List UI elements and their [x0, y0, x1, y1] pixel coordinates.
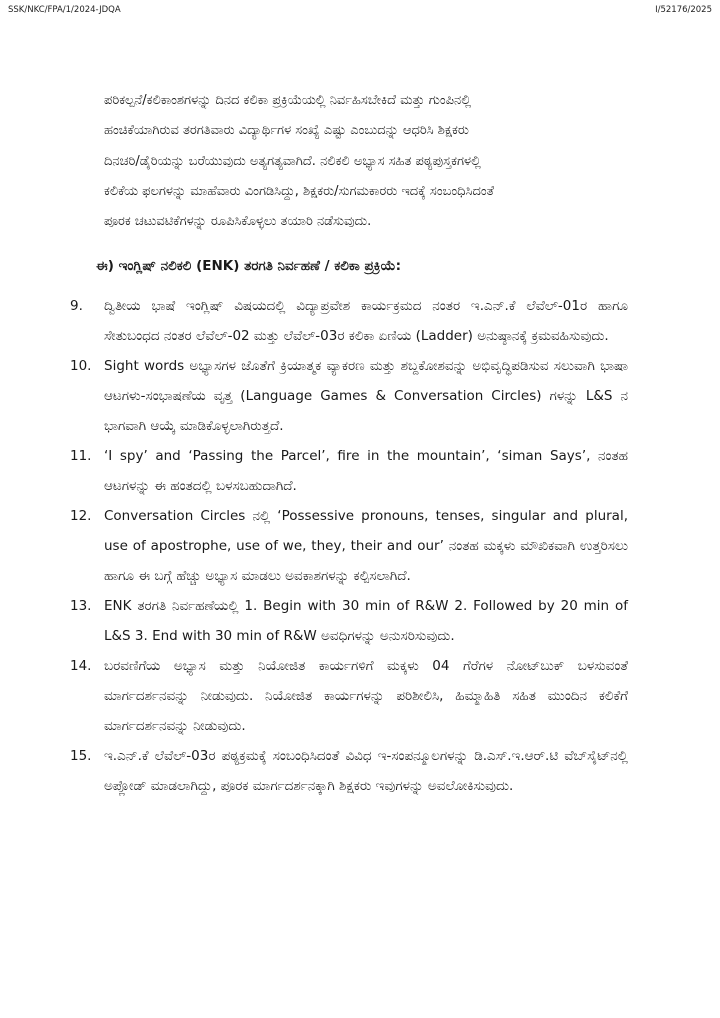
item-number: 13.: [70, 598, 92, 615]
item-text: Sight words ಅಭ್ಯಾಸಗಳ ಜೊತೆಗೆ ಕ್ರಿಯಾತ್ಮಕ ವ್ಯಾಕರಣ ಮತ್ತು ಶಬ್ದಕೋಶವನ್ನು ಅಭಿವೃದ್ಧಿಪಡಿಸುವ ಸಲುವಾಗಿ ಭಾಷಾ ಆಟಗಳು-ಸಂಭಾಷಣೆಯ ವೃತ್ತ (Language Games & Conversation Circles) ಗಳನ್ನು L&S ನ ಭಾಗವಾಗಿ ಆಯ್ಕೆ ಮಾಡಿಕೊಳ್ಳಲಾಗಿರುತ್ತದೆ.: [104, 358, 629, 435]
item-text: ದ್ವಿತೀಯ ಭಾಷೆ ಇಂಗ್ಲಿಷ್ ವಿಷಯದಲ್ಲಿ ವಿದ್ಯಾಪ್ರವೇಶ ಕಾರ್ಯಕ್ರಮದ ನಂತರ ಇ.ಎನ್.ಕೆ ಲೆವೆಲ್-01ರ ಹಾಗೂ ಸೇತುಬಂಧದ ನಂತರ ಲೆವೆಲ್-02 ಮತ್ತು ಲೆವೆಲ್-03ರ ಕಲಿಕಾ ಏಣಿಯ (Ladder) ಅನುಷ್ಠಾನಕ್ಕೆ ಕ್ರಮವಹಿಸುವುದು.: [104, 298, 628, 345]
list-item: [70, 441, 628, 501]
item-number: 12.: [70, 508, 92, 525]
document-reference: SSK/NKC/FPA/1/2024-JDQA: [8, 5, 121, 15]
intro-line: ಕಲಿಕೆಯ ಫಲಗಳನ್ನು ಮಾಹೆವಾರು ವಿಂಗಡಿಸಿದ್ದು, ಶಿಕ್ಷಕರು/ಸುಗಮಕಾರರು ಇದಕ್ಕೆ ಸಂಬಂಧಿಸಿದಂತೆ: [104, 183, 495, 199]
numbered-list: [70, 291, 629, 801]
intro-line: ದಿನಚರಿ/ಡೈರಿಯನ್ನು ಬರೆಯುವುದು ಅತ್ಯಗತ್ಯವಾಗಿದೆ. ನಲಿಕಲಿ ಅಭ್ಯಾಸ ಸಹಿತ ಪಠ್ಯಪುಸ್ತಕಗಳಲ್ಲಿ: [104, 153, 481, 169]
list-item: [70, 351, 629, 441]
section-heading: ಈ) ಇಂಗ್ಲಿಷ್ ನಲಿಕಲಿ (ENK) ತರಗತಿ ನಿರ್ವಹಣೆ / ಕಲಿಕಾ ಪ್ರಕ್ರಿಯೆ:: [96, 258, 401, 275]
intro-paragraph: [104, 86, 628, 237]
item-number: 15.: [70, 748, 92, 765]
item-text: ಇ.ಎನ್.ಕೆ ಲೆವೆಲ್-03ರ ಪಠ್ಯಕ್ರಮಕ್ಕೆ ಸಂಬಂಧಿಸಿದಂತೆ ವಿವಿಧ ಇ-ಸಂಪನ್ಮೂಲಗಳನ್ನು ಡಿ.ಎಸ್.ಇ.ಆರ್.ಟಿ ವೆಬ್‌ಸೈಟ್‌ನಲ್ಲಿ ಅಪ್ಲೋಡ್ ಮಾಡಲಾಗಿದ್ದು, ಪೂರಕ ಮಾರ್ಗದರ್ಶನಕ್ಕಾಗಿ ಶಿಕ್ಷಕರು ಇವುಗಳನ್ನು ಅವಲೋಕಿಸುವುದು.: [104, 748, 628, 795]
intro-line: ಪೂರಕ ಚಟುವಟಿಕೆಗಳನ್ನು ರೂಪಿಸಿಕೊಳ್ಳಲು ತಯಾರಿ ನಡೆಸುವುದು.: [104, 214, 372, 230]
list-item: [70, 651, 628, 741]
item-text: ‘I spy’ and ‘Passing the Parcel’, fire in the mountain’, ‘siman Says’, ನಂತಹ ಆಟಗಳನ್ನು ಈ ಹಂತದಲ್ಲಿ ಬಳಸಬಹುದಾಗಿದೆ.: [104, 448, 628, 495]
list-item: [70, 501, 628, 591]
item-text: ಬರವಣಿಗೆಯ ಅಭ್ಯಾಸ ಮತ್ತು ನಿಯೋಜಿತ ಕಾರ್ಯಗಳಿಗೆ ಮಕ್ಕಳು 04 ಗೆರೆಗಳ ನೋಟ್‌ಬುಕ್ ಬಳಸುವಂತೆ ಮಾರ್ಗದರ್ಶನವನ್ನು ನೀಡುವುದು. ನಿಯೋಜಿತ ಕಾರ್ಯಗಳನ್ನು ಪರಿಶೀಲಿಸಿ, ಹಿಮ್ಮಾಹಿತಿ ಸಹಿತ ಮುಂದಿನ ಕಲಿಕೆಗೆ ಮಾರ್ಗದರ್ಶನವನ್ನು ನೀಡುವುದು.: [104, 658, 628, 735]
item-text: ENK ತರಗತಿ ನಿರ್ವಹಣೆಯಲ್ಲಿ 1. Begin with 30 min of R&W 2. Followed by 20 min of L&S 3. End with 30 min of R&W ಅವಧಿಗಳನ್ನು ಅನುಸರಿಸುವುದು.: [104, 598, 628, 645]
item-number: 11.: [70, 448, 92, 465]
item-number: 14.: [70, 658, 92, 675]
list-item: [70, 741, 628, 801]
intro-line: ಪರಿಕಲ್ಪನೆ/ಕಲಿಕಾಂಶಗಳನ್ನು ದಿನದ ಕಲಿಕಾ ಪ್ರಕ್ರಿಯೆಯಲ್ಲಿ ನಿರ್ವಹಿಸಬೇಕಿದೆ ಮತ್ತು ಗುಂಪಿನಲ್ಲಿ: [104, 93, 472, 108]
list-item: [70, 591, 628, 651]
list-item: [70, 291, 628, 351]
item-number: 9.: [70, 298, 83, 315]
document-body: [70, 86, 629, 801]
item-text: Conversation Circles ನಲ್ಲಿ ‘Possessive pronouns, tenses, singular and plural, use of apostrophe, use of we, they, their and our’ ನಂತಹ ಮಕ್ಕಳು ಮೌಖಿಕವಾಗಿ ಉತ್ತರಿಸಲು ಹಾಗೂ ಈ ಬಗ್ಗೆ ಹೆಚ್ಚು ಅಭ್ಯಾಸ ಮಾಡಲು ಅವಕಾಶಗಳನ್ನು ಕಲ್ಪಿಸಲಾಗಿದೆ.: [104, 508, 628, 585]
item-number: 10.: [70, 358, 92, 375]
file-number: I/52176/2025: [655, 5, 712, 15]
intro-line: ಹಂಚಿಕೆಯಾಗಿರುವ ತರಗತಿವಾರು ವಿದ್ಯಾರ್ಥಿಗಳ ಸಂಖ್ಯೆ ಎಷ್ಟು ಎಂಬುದನ್ನು ಆಧರಿಸಿ ಶಿಕ್ಷಕರು: [104, 123, 469, 139]
